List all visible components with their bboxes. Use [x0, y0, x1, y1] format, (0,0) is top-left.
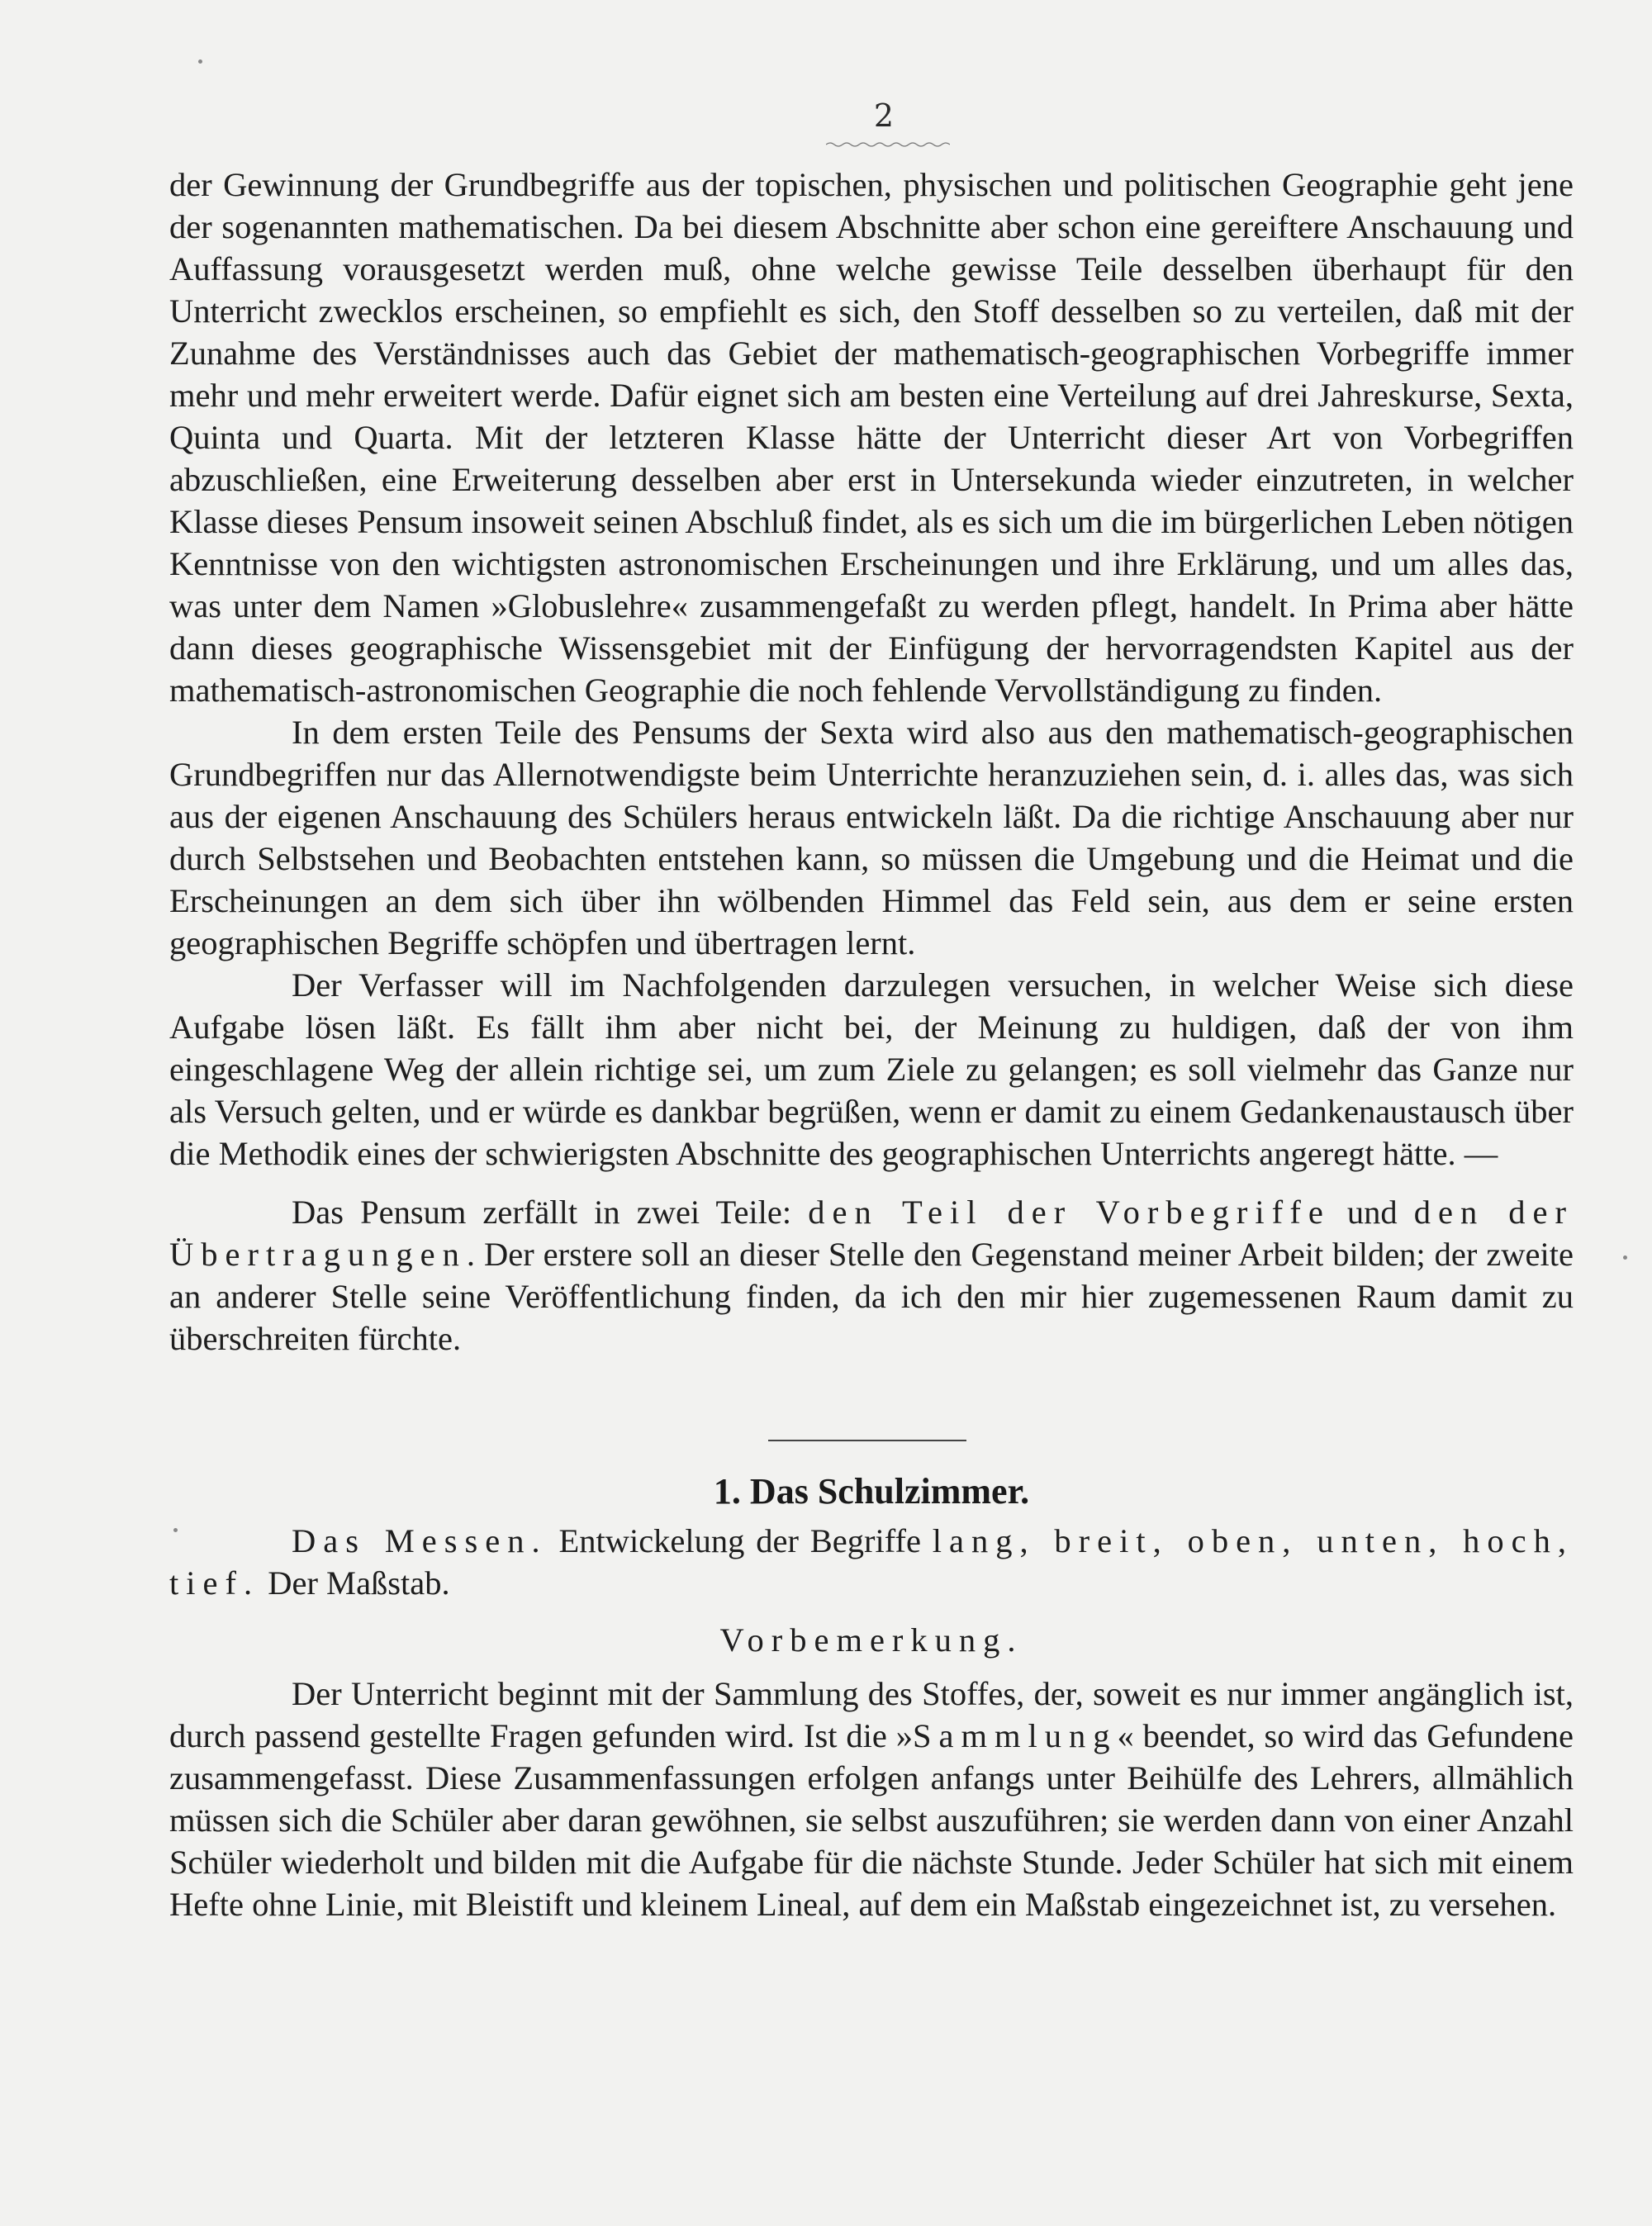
section-topic-emphasis: Das Messen. — [292, 1522, 548, 1559]
paragraph-4-start: Das Pensum zerfällt in zwei Teile: — [292, 1194, 809, 1231]
paragraph-4-and: und — [1330, 1194, 1414, 1231]
paragraph-3: Der Verfasser will im Nachfolgenden darzulegen versuchen, in welcher Weise sich diese Aufgabe lösen läßt. Es fällt ihm aber nicht bei, der Meinung zu huldigen, daß der von ihm eingeschlagene Weg der allein richtige sei, um zum Ziele zu gelangen; es soll vielmehr das Ganze nur als Versuch gelten, und er würde es dankbar begrüßen, wenn er damit zu einem Gedankenaustausch über die Methodik eines der schwierigsten Abschnitte des geographischen Unterrichts angeregt hätte. — — [169, 966, 1574, 1172]
paper-speck — [173, 1528, 178, 1532]
section-paragraph — [169, 1673, 1574, 1925]
section-subheading: Vorbemerkung. — [719, 1621, 1023, 1659]
section-paragraph-start: Der Unterricht beginnt mit der Sammlung des Stoffes, der, soweit es nur immer angänglich ist, durch passend gestellte Fragen gefunden wird. Ist die » — [169, 1675, 1574, 1754]
paper-speck — [198, 59, 202, 64]
section-divider — [768, 1440, 966, 1441]
intro-text — [169, 164, 1574, 1360]
section-paragraph-end: « beendet, so wird das Gefundene zusammengefasst. Diese Zusammenfassungen erfolgen anfangs unter Beihülfe des Lehrers, allmählich müssen sich die Schüler aber daran gewöhnen, sie selbst auszuführen; sie werden dann von einer Anzahl Schüler wiederholt und bilden mit die Aufgabe für die nächste Stunde. Jeder Schüler hat sich mit einem Hefte ohne Linie, mit Bleistift und kleinem Lineal, auf dem ein Maßstab eingezeichnet ist, zu versehen. — [169, 1717, 1574, 1923]
paragraph-1: der Gewinnung der Grundbegriffe aus der topischen, physischen und politischen Geographie geht jene der sogenannten mathematischen. Da bei diesem Abschnitte aber schon eine gereiftere Anschauung und Auffassung vorausgesetzt werden muß, ohne welche gewisse Teile desselben überhaupt für den Unterricht zwecklos erscheinen, so empfiehlt es sich, den Stoff desselben so zu verteilen, daß mit der Zunahme des Verständnisses auch das Gebiet der mathematisch-geographischen Vorbegriffe immer mehr und mehr erweitert werde. Dafür eignet sich am besten eine Verteilung auf drei Jahreskurse, Sexta, Quinta und Quarta. Mit der letzteren Klasse hätte der Unterricht dieser Art von Vorbegriffen abzuschließen, eine Erweiterung desselben aber erst in Untersekunda wieder einzutreten, in welcher Klasse dieses Pensum insoweit seinen Abschluß findet, als es sich um die im bürgerlichen Leben nötigen Kenntnisse von den wichtigsten astronomischen Erscheinungen und ihre Erklärung, und um alles das, was unter dem Namen »Globuslehre« zusammengefaßt zu werden pflegt, handelt. In Prima aber hätte dann dieses geographische Wissensgebiet mit der Einfügung der hervorragendsten Kapitel aus der mathematisch-astronomischen Geographie die noch fehlende Vervollständigung zu finden. — [169, 166, 1574, 709]
section-paragraph-emphasis: Sammlung — [913, 1717, 1118, 1754]
section-heading: 1. Das Schulzimmer. — [713, 1471, 1030, 1512]
paragraph-4-emphasis-1: den Teil der Vorbegriffe — [808, 1194, 1331, 1231]
section-topic-terms: lang, breit, oben, unten, hoch, tief. — [169, 1522, 1574, 1602]
page-number: 2 — [873, 97, 895, 134]
paper-speck — [1623, 1255, 1627, 1260]
section-body — [169, 1520, 1574, 1925]
paragraph-4 — [169, 1191, 1574, 1360]
paragraph-4-emphasis-2: den der Übertragungen — [169, 1194, 1574, 1273]
section-topic-end: Der Maßstab. — [259, 1564, 450, 1602]
section-topic-text: Entwickelung der Begriffe — [547, 1522, 933, 1559]
page-number-ornament — [826, 140, 950, 149]
section-topic — [169, 1520, 1574, 1604]
paragraph-2: In dem ersten Teile des Pensums der Sexta wird also aus den mathematisch-geographischen Grundbegriffen nur das Allernotwendigste beim Unterrichte heranzuziehen sein, d. i. alles das, was sich aus der eigenen Anschauung des Schülers heraus entwickeln läßt. Da die richtige Anschauung aber nur durch Selbstsehen und Beobachten entstehen kann, so müssen die Umgebung und die Heimat und die Erscheinungen an dem sich über ihn wölbenden Himmel das Feld sein, aus dem er seine ersten geographischen Begriffe schöpfen und übertragen lernt. — [169, 714, 1574, 961]
paragraph-4-end: . Der erstere soll an dieser Stelle den Gegenstand meiner Arbeit bilden; der zweite an anderer Stelle seine Veröffentlichung finden, da ich den mir hier zugemessenen Raum damit zu überschreiten fürchte. — [169, 1236, 1574, 1357]
